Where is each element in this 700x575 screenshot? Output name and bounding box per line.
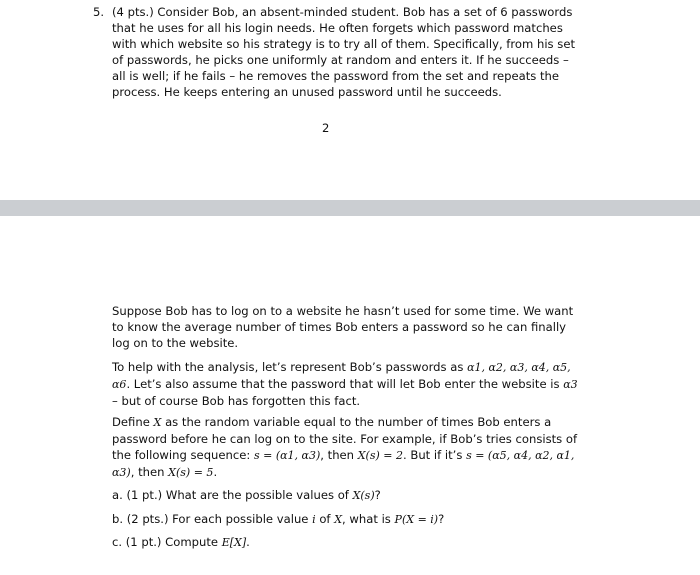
value-2-math: X(s) = 5 [168,466,214,479]
page-number: 2 [322,121,330,135]
correct-password-math: α3 [563,378,578,391]
sequence-1-math: s = (α1, α3) [253,449,321,462]
part-b-text-2: of [319,512,331,526]
p3-text-1: Define [112,415,150,429]
page-2 [0,216,700,575]
p3-text-4: . But if it’s [403,448,463,462]
password-set-math: α1, α2, α3, α4, α5, α6 [112,361,571,391]
p2-text-3: – but of course Bob has forgotten this fact. [112,394,361,408]
question-text: (4 pts.) Consider Bob, an absent-minded student. Bob has a set of 6 passwords that he uses for all his login needs. He often forgets which password matches with which website so his strategy is to try all of them. Specifically, from his set of passwords, he picks one uniformly at random and enters it. If he succeeds – all is well; if he fails – he removes the password from the set and repeats the process. He keeps entering an unused password until he succeeds. [112,5,575,99]
random-variable-math: X [153,416,162,429]
sequence-2-math: s = (α5, α4, α2, α1, α3) [112,449,575,479]
part-c-math: E[X] [221,536,247,549]
part-a-math: X(s) [352,489,375,502]
part-c: c. (1 pt.) Compute E[X]. [112,535,250,549]
p2-text-2: . Let’s also assume that the password that will let Bob enter the website is [126,377,560,391]
part-a: a. (1 pt.) What are the possible values of X(s)? [112,488,381,502]
page-1 [0,0,700,200]
part-b-text: b. (2 pts.) For each possible value [112,512,309,526]
p3-text-3: , then [320,448,355,462]
p2-text-1: To help with the analysis, let’s represent Bob’s passwords as [112,360,464,374]
p3-text-5: , then [130,465,165,479]
intro-paragraph: Suppose Bob has to log on to a website he hasn’t used for some time. We want to know the average number of times Bob enters a password so he can finally log on to the website. [112,304,574,350]
definition-paragraph: Define X as the random variable equal to the number of times Bob enters a password before he can log on to the site. For example, if Bob’s tries consists of the following sequence: s = (α1, α3), then X(s) = 2. But if it’s s = (α5, α4, α2, α1, α3), then X(s) = 5. [112,415,578,479]
p3-text-2: as the random variable equal to the number of times Bob enters a password before he can log on to the site. For example, if Bob’s tries consists of the following sequence: [112,415,578,462]
value-1-math: X(s) = 2 [357,449,403,462]
part-b-text-3: , what is [342,512,391,526]
part-b-i-math: i [312,513,316,526]
part-b-prob-math: P(X = i) [394,513,439,526]
part-a-text: a. (1 pt.) What are the possible values of [112,488,349,502]
page-divider [0,200,700,216]
part-b: b. (2 pts.) For each possible value i of X, what is P(X = i)? [112,512,445,526]
question-number: 5. [93,5,105,19]
password-paragraph [112,359,582,409]
part-b-x-math: X [334,513,343,526]
part-c-text: c. (1 pt.) Compute [112,535,218,549]
